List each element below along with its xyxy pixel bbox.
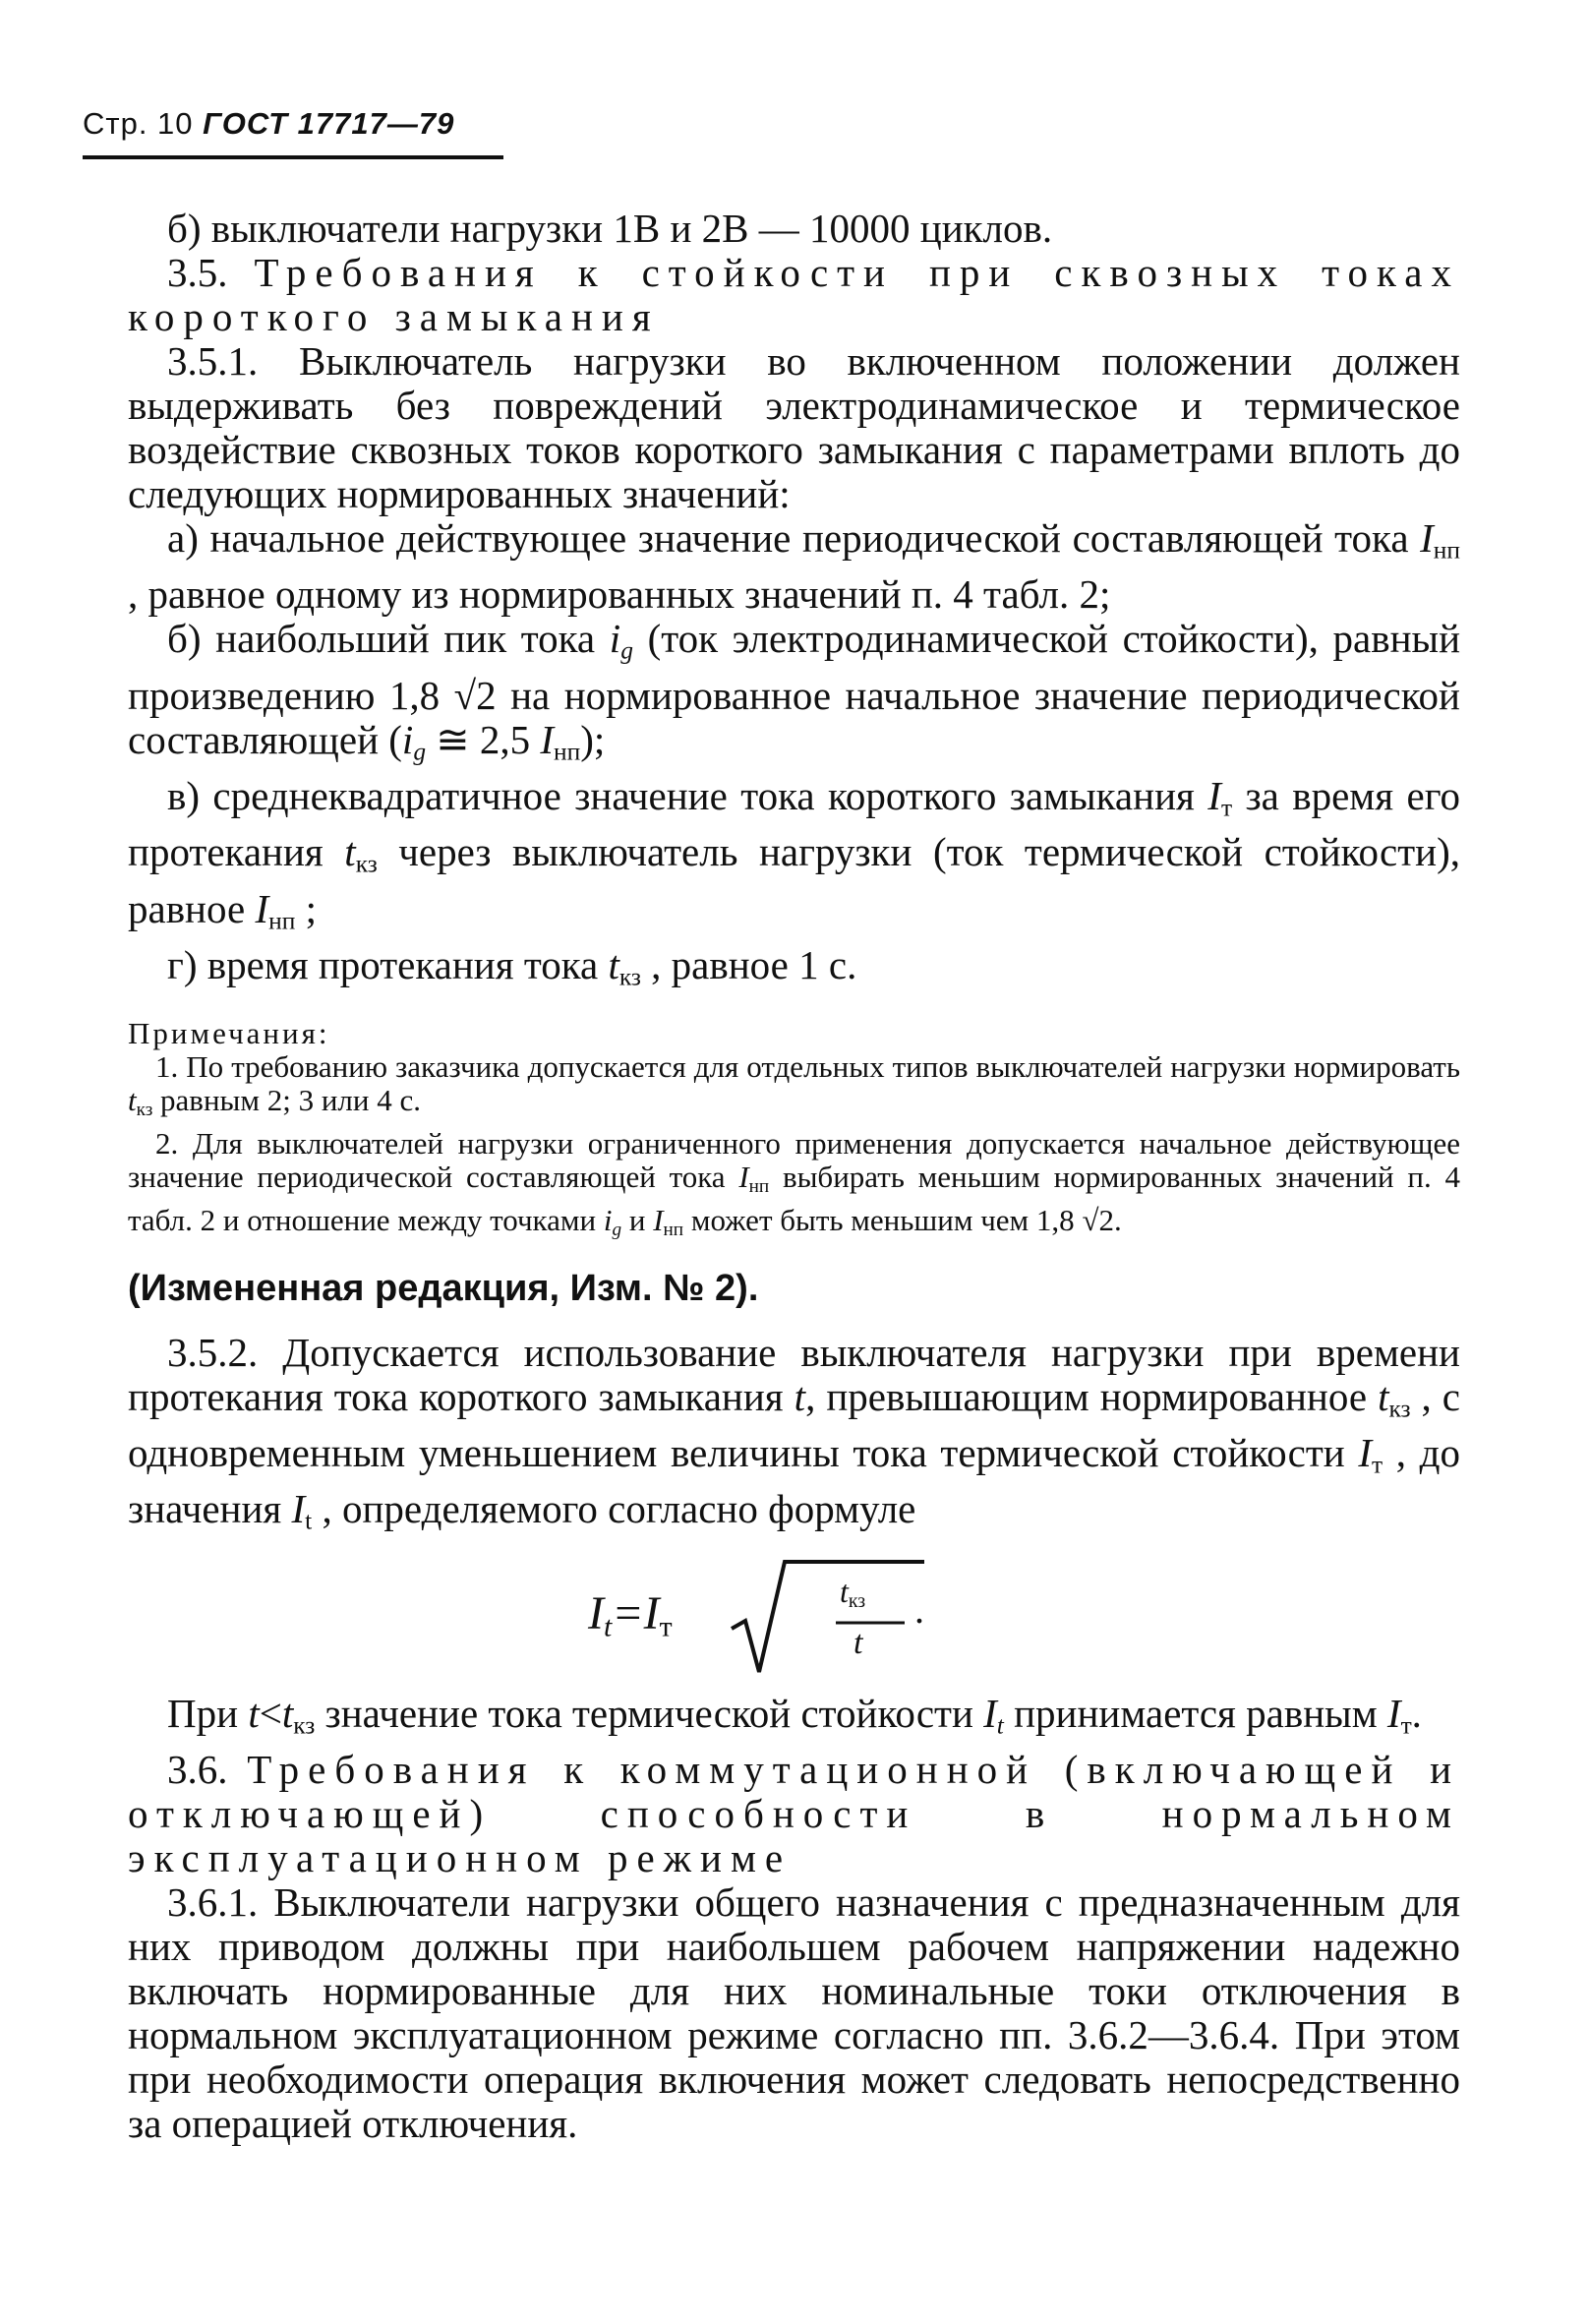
- standard-code: ГОСТ 17717—79: [203, 106, 455, 141]
- section-3-6-title: Требования к коммутационной (включающей и отключающей) способности в нормальном эксплуатационном режиме: [128, 1747, 1461, 1881]
- section-3-5-title: Требования к стойкости при сквозных токах короткого замыкания: [128, 250, 1460, 339]
- note-2: 2. Для выключателей нагрузки ограниченного применения допускается начальное действующее значение периодической составляющей тока $I_{нп}$ выбирать меньшим нормированных значений п. 4 табл. 2 и отношение между точками $i_g$ и $I_{нп}$ может быть меньшим чем 1,8 √2.: [128, 1126, 1460, 1240]
- formula-it: [128, 1552, 1460, 1680]
- page-number: Стр. 10: [83, 106, 194, 141]
- para-pri: При $t<t_{кз}$ значение тока термической стойкости $I_t$ принимается равным $I_т$.: [167, 1690, 1422, 1740]
- sqrt-sign-icon: [728, 1552, 944, 1680]
- note-1: 1. По требованию заказчика допускается для отдельных типов выключателей нагрузки нормировать $t_{кз}$ равным 2; 3 или 4 с.: [128, 1049, 1460, 1121]
- item-v: в) среднеквадратичное значение тока короткого замыкания $I_т$ за время его протекания $t_{кз}$ через выключатель нагрузки (ток термической стойкости), равное $I_{нп}$ ;: [128, 773, 1461, 935]
- section-3-5-heading: 3.5. Требования к стойкости при сквозных токах короткого замыкания: [128, 250, 1460, 339]
- amendment-note: (Измененная редакция, Изм. № 2).: [128, 1267, 759, 1309]
- header-rule: [83, 155, 503, 159]
- para-3-5-2: 3.5.2. Допускается использование выключателя нагрузки при времени протекания тока короткого замыкания t, превышающим нормированное $t_{кз}$ , с одновременным уменьшением величины тока термической стойкости $I_т$ , до значения $I_t$ , определяемого согласно формуле: [128, 1329, 1460, 1535]
- document-body: [128, 207, 1460, 2146]
- notes-heading: Примечания:: [128, 1016, 330, 1051]
- section-3-6-heading: 3.6. Требования к коммутационной (включающей и отключающей) способности в нормальном эксплуатационном режиме: [128, 1747, 1461, 1881]
- formula-denominator: t: [853, 1624, 863, 1661]
- item-b: б) наибольший пик тока $i_g$ (ток электродинамической стойкости), равный произведению 1,8 √2 на нормированное начальное значение периодической составляющей ($i_g$ ≅ 2,5 $I_{нп}$);: [128, 616, 1461, 766]
- notes: [128, 1017, 1460, 1246]
- item-a: а) начальное действующее значение периодической составляющей тока $I_{нп}$ , равное одному из нормированных значений п. 4 табл. 2;: [128, 515, 1460, 618]
- item-g: г) время протекания тока $t_{кз}$ , равное 1 с.: [167, 942, 857, 991]
- formula-lhs: $I_t=I_т$: [588, 1586, 673, 1643]
- formula-numerator: $t_{кз}$: [840, 1573, 866, 1612]
- para-3-5-1: 3.5.1. Выключатель нагрузки во включенном положении должен выдерживать без повреждений электродинамическое и термическое воздействие сквозных токов короткого замыкания с параметрами вплоть до следующих нормированных значений:: [128, 338, 1460, 516]
- page-header: [83, 106, 454, 142]
- para-3-6-1: 3.6.1. Выключатели нагрузки общего назначения с предназначенным для них приводом должны при наибольшем рабочем напряжении надежно включать нормированные для них номинальные токи отключения в нормальном эксплуатационном режиме согласно пп. 3.6.2—3.6.4. При этом при необходимости операция включения может следовать непосредственно за операцией отключения.: [128, 1879, 1460, 2147]
- formula-period: .: [914, 1586, 924, 1632]
- sqrt-2: √2: [453, 672, 497, 718]
- item-b-cycles: б) выключатели нагрузки 1В и 2В — 10000 циклов.: [167, 206, 1053, 251]
